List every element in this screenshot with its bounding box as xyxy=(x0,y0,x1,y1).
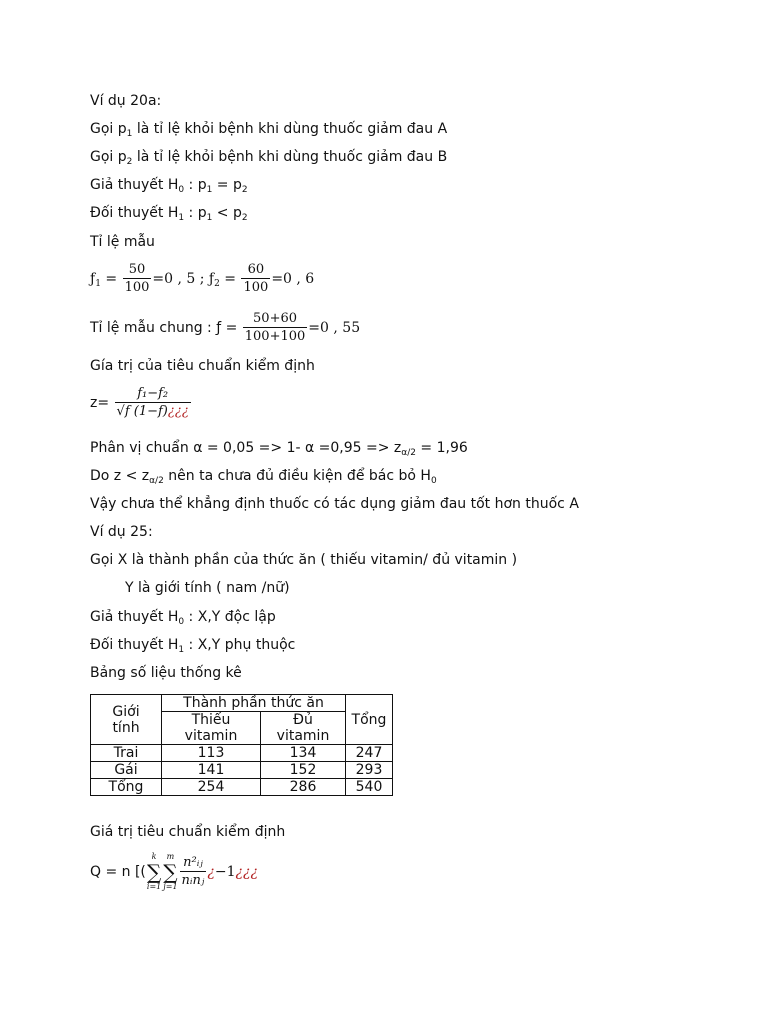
q-formula: Q = n [( k ∑ i=1 m ∑ j=1 $\frac{\text{n²ᵢⱼ}}{\text{nᵢnⱼ}}$ ¿−1¿¿¿ xyxy=(90,852,259,891)
table-row xyxy=(91,762,393,779)
sample-ratio-formula: $ƒ_1$ = $\frac{50}{100}$ =0 , 5 ; $ƒ_2$ = $\frac{60}{100}$ =0 , 6 xyxy=(90,262,315,295)
quantile-line: Phân vị chuẩn α = 0,05 => 1- $\alpha =0,95 => z_{\alpha/2} = 1,96$ xyxy=(90,440,468,458)
example-20a-title: Ví dụ 20a: xyxy=(90,93,162,109)
table-row xyxy=(91,745,393,762)
y-definition: Y là giới tính ( nam /nữ) xyxy=(125,580,290,596)
contingency-table xyxy=(90,694,393,796)
since-line: Do $z < z_{\alpha/2}$ nên ta chưa đủ điều kiện để bác bỏ $H_0$ xyxy=(90,468,437,486)
pooled-ratio-formula: Tỉ lệ mẫu chung : ƒ = $\frac{50+60}{100+100}$ =0 , 55 xyxy=(90,311,361,344)
p1-definition: Gọi $p_1$ là tỉ lệ khỏi bệnh khi dùng thuốc giảm đau A xyxy=(90,121,448,139)
null-hypothesis-25: Giả thuyết $H_0$ : X,Y độc lập xyxy=(90,609,276,627)
null-hypothesis: Giả thuyết $H_0$ : $p_1 = p_2$ xyxy=(90,177,248,195)
cell-total: 293 xyxy=(346,762,393,779)
x-definition: Gọi X là thành phần của thức ăn ( thiếu vitamin/ đủ vitamin ) xyxy=(90,552,518,568)
alternative-hypothesis: Đối thuyết $H_1$ : $p_1 < p_2$ xyxy=(90,205,248,223)
cell-enough: 286 xyxy=(261,779,346,796)
header-lacking-vitamin: Thiếu vitamin xyxy=(162,712,261,745)
conclusion-line: Vậy chưa thể khẳng định thuốc có tác dụng giảm đau tốt hơn thuốc A xyxy=(90,496,579,512)
q-fraction: $\frac{\text{n²ᵢⱼ}}{\text{nᵢnⱼ}}$ xyxy=(181,855,205,888)
f1-fraction: $\frac{50}{100}$ xyxy=(124,262,150,295)
cell-lacking: 254 xyxy=(162,779,261,796)
header-enough-vitamin: Đủ vitamin xyxy=(261,712,346,745)
cell-total: 247 xyxy=(346,745,393,762)
z-fraction: $\frac{\text{f₁−f₂}}{√f (1-f)¿¿¿}$ xyxy=(116,386,189,419)
cell-lacking: 113 xyxy=(162,745,261,762)
header-food-composition: Thành phần thức ăn xyxy=(162,695,346,712)
cell-lacking: 141 xyxy=(162,762,261,779)
z-formula: z= $\frac{\text{f₁−f₂}}{√f (1-f)¿¿¿}$ xyxy=(90,386,189,419)
header-gender: Giới tính xyxy=(91,695,162,745)
row-label: Tổng xyxy=(91,779,162,796)
row-label: Trai xyxy=(91,745,162,762)
table-row xyxy=(91,779,393,796)
table-title: Bảng số liệu thống kê xyxy=(90,665,242,681)
sum-i: k ∑ i=1 xyxy=(146,852,162,891)
test-value-label-25: Giá trị tiêu chuẩn kiểm định xyxy=(90,824,286,840)
example-25-title: Ví dụ 25: xyxy=(90,524,153,540)
cell-enough: 134 xyxy=(261,745,346,762)
alternative-hypothesis-25: Đối thuyết $H_1$ : X,Y phụ thuộc xyxy=(90,637,296,655)
pooled-fraction: $\frac{50+60}{100+100}$ xyxy=(244,311,306,344)
header-total: Tổng xyxy=(346,695,393,745)
f2-fraction: $\frac{60}{100}$ xyxy=(243,262,269,295)
sample-ratio-label: Tỉ lệ mẫu xyxy=(90,234,155,250)
test-value-label: Gía trị của tiêu chuẩn kiểm định xyxy=(90,358,315,374)
sum-j: m ∑ j=1 xyxy=(163,852,178,891)
cell-enough: 152 xyxy=(261,762,346,779)
row-label: Gái xyxy=(91,762,162,779)
p2-definition: Gọi $p_2$ là tỉ lệ khỏi bệnh khi dùng thuốc giảm đau B xyxy=(90,149,448,167)
cell-total: 540 xyxy=(346,779,393,796)
